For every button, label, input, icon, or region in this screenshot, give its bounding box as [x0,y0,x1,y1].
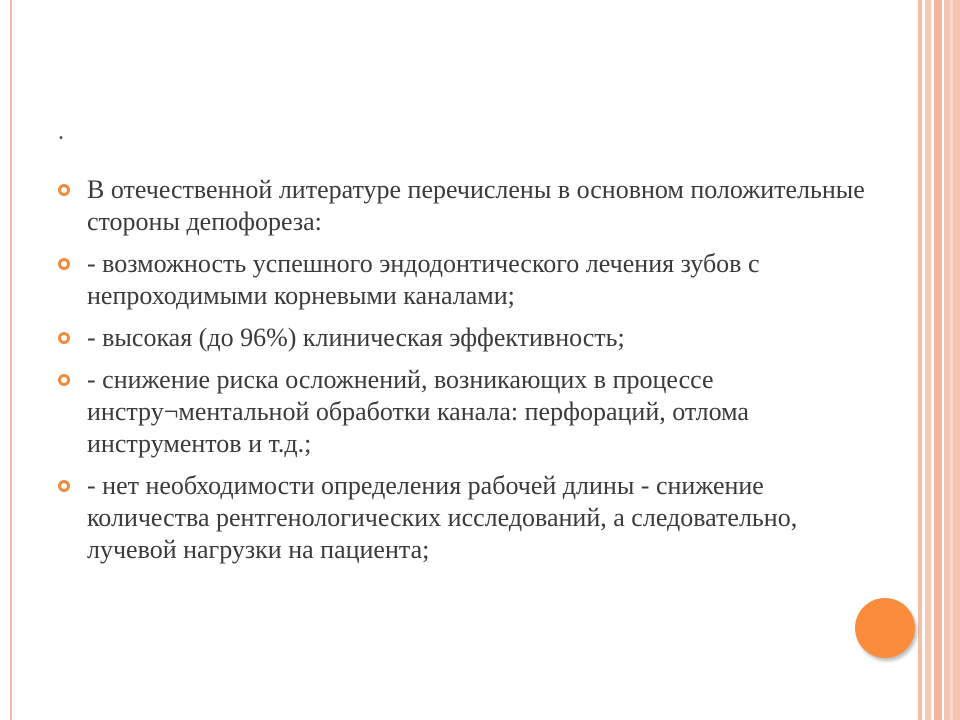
list-item [58,248,878,312]
list-item [58,470,878,566]
decorative-circle-icon [855,598,915,658]
bullet-ring-icon [58,374,70,386]
right-stripe [925,0,931,720]
bullet-text: - высокая (до 96%) клиническая эффективность; [87,323,625,352]
left-border-line [10,0,12,720]
bullet-ring-icon [58,184,70,196]
right-stripe [950,0,953,720]
bullet-text: В отечественной литературе перечислены в основном положительные стороны депофореза: [87,175,865,236]
list-item [58,174,878,238]
bullet-ring-icon [58,258,70,270]
right-stripe [934,0,942,720]
list-item [58,322,878,354]
slide-title: . [58,119,64,145]
right-stripe [918,0,922,720]
bullet-ring-icon [58,480,70,492]
bullet-list [58,174,878,576]
bullet-ring-icon [58,332,70,344]
bullet-text: - снижение риска осложнений, возникающих в процессе инстру¬ментальной обработки канала: перфораций, отлома инструментов и т.д.; [87,365,749,458]
bullet-text: - возможность успешного эндодонтического лечения зубов с непроходимыми корневыми каналами; [87,249,760,310]
bullet-text: - нет необходимости определения рабочей длины - снижение количества рентгенологических исследований, а следовательно, лучевой нагрузки на пациента; [87,471,798,564]
list-item [58,364,878,460]
